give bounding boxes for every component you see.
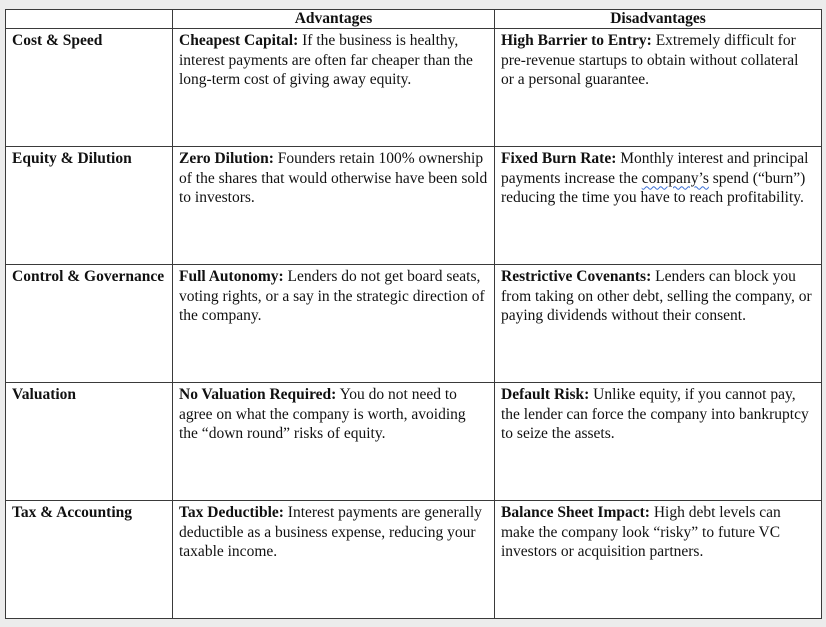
disadvantage-cell — [495, 265, 822, 383]
row-category: Cost & Speed — [6, 29, 173, 147]
advantage-term: Zero Dilution: — [179, 150, 274, 167]
table-row — [6, 501, 822, 619]
disadvantages-header: Disadvantages — [495, 10, 822, 29]
disadvantage-cell — [495, 383, 822, 501]
table-row — [6, 29, 822, 147]
disadvantage-text-continued: spend (“burn”) reducing the time you have to reach profitability. — [501, 169, 806, 206]
disadvantage-cell — [495, 501, 822, 619]
advantages-header: Advantages — [173, 10, 495, 29]
advantage-term: Cheapest Capital: — [179, 32, 299, 49]
disadvantage-cell — [495, 147, 822, 265]
row-category: Equity & Dilution — [6, 147, 173, 265]
table-row — [6, 383, 822, 501]
row-category: Valuation — [6, 383, 173, 501]
disadvantage-term: Balance Sheet Impact: — [501, 504, 650, 521]
header-row — [6, 10, 822, 29]
row-category: Tax & Accounting — [6, 501, 173, 619]
disadvantage-term: High Barrier to Entry: — [501, 32, 652, 49]
advantage-cell — [173, 265, 495, 383]
disadvantage-text: High debt levels can make the company look “risky” to future VC investors or acquisition partners. — [501, 504, 781, 560]
advantage-cell — [173, 29, 495, 147]
row-category: Control & Governance — [6, 265, 173, 383]
advantage-term: No Valuation Required: — [179, 386, 337, 403]
advantage-text: Interest payments are generally deductible as a business expense, reducing your taxable income. — [179, 504, 482, 560]
table-row — [6, 147, 822, 265]
advantage-text: Founders retain 100% ownership of the shares that would otherwise have been sold to investors. — [179, 150, 488, 206]
disadvantage-cell — [495, 29, 822, 147]
disadvantage-term: Restrictive Covenants: — [501, 268, 652, 285]
advantage-cell — [173, 383, 495, 501]
advantage-cell — [173, 501, 495, 619]
disadvantage-text: Extremely difficult for pre-revenue startups to obtain without collateral or a personal guarantee. — [501, 32, 799, 88]
advantage-text: If the business is healthy, interest payments are often far cheaper than the long-term cost of giving away equity. — [179, 32, 473, 88]
advantage-cell — [173, 147, 495, 265]
advantage-text: Lenders do not get board seats, voting rights, or a say in the strategic direction of the company. — [179, 268, 485, 324]
disadvantage-text: Monthly interest and principal payments increase the — [501, 150, 809, 187]
advantage-text: You do not need to agree on what the company is worth, avoiding the “down round” risks of equity. — [179, 386, 466, 442]
advantage-term: Full Autonomy: — [179, 268, 284, 285]
advantage-term: Tax Deductible: — [179, 504, 284, 521]
disadvantage-term: Fixed Burn Rate: — [501, 150, 617, 167]
comparison-table — [5, 9, 822, 619]
corner-cell — [6, 10, 173, 29]
disadvantage-term: Default Risk: — [501, 386, 590, 403]
spellcheck-marked-word[interactable]: company’s — [641, 169, 709, 187]
table-row — [6, 265, 822, 383]
disadvantage-text: Unlike equity, if you cannot pay, the lender can force the company into bankruptcy to seize the assets. — [501, 386, 809, 442]
disadvantage-text: Lenders can block you from taking on other debt, selling the company, or paying dividends without their consent. — [501, 268, 812, 324]
